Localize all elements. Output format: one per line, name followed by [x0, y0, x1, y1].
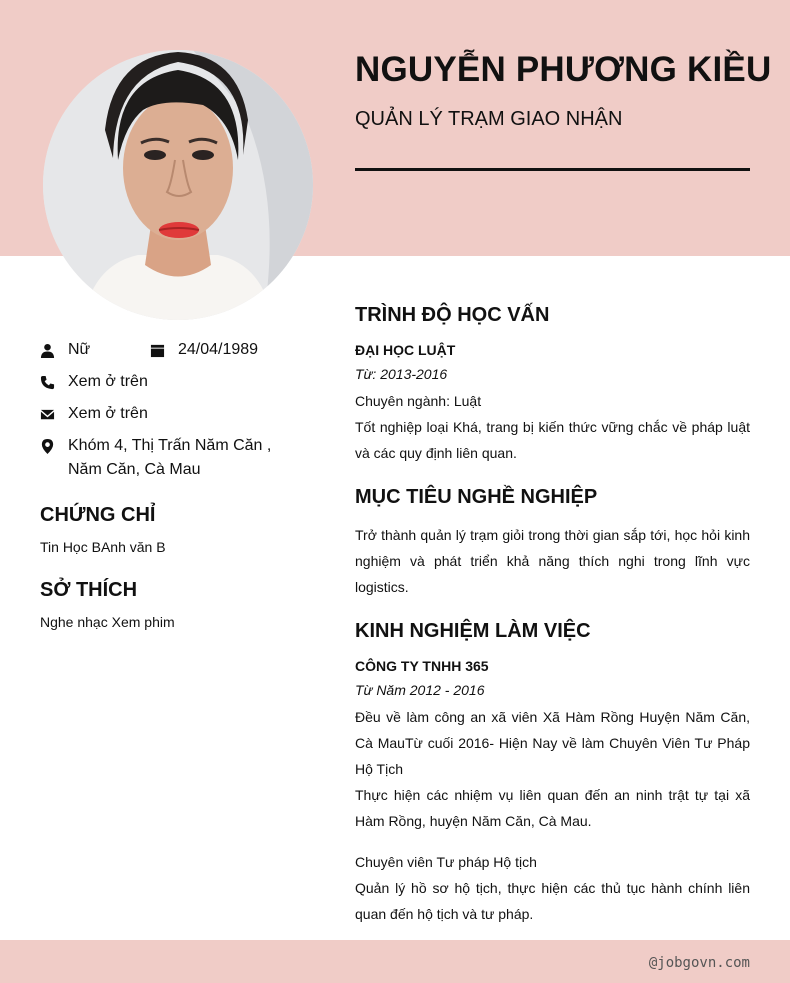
- experience-role2-duties: Quản lý hồ sơ hộ tịch, thực hiện các thủ tục hành chính liên quan đến hộ tịch và tư pháp.: [355, 880, 750, 922]
- profile-photo: [43, 50, 313, 320]
- objective-heading: MỤC TIÊU NGHỀ NGHIỆP: [355, 486, 598, 508]
- phone-row: [40, 370, 315, 394]
- envelope-icon: [40, 402, 68, 426]
- certificates-text: Tin Học BAnh văn B: [40, 539, 166, 555]
- education-major: Chuyên ngành: Luật: [355, 393, 482, 409]
- experience-duties: Thực hiện các nhiệm vụ liên quan đến an ninh trật tự tại xã Hàm Rồng, huyện Năm Căn, Cà Mau.: [355, 787, 750, 829]
- hobbies-heading: SỞ THÍCH: [40, 579, 138, 601]
- certificates-heading: CHỨNG CHỈ: [40, 504, 156, 526]
- phone-icon: [40, 370, 68, 394]
- education-school: ĐẠI HỌC LUẬT: [355, 342, 456, 358]
- objective-text: Trở thành quản lý trạm giỏi trong thời gian sắp tới, học hỏi kinh nghiệm và phát triển khả năng thích nghi trong lĩnh vực logistics.: [355, 527, 750, 595]
- education-description: Tốt nghiệp loại Khá, trang bị kiến thức vững chắc về pháp luật và các quy định liên quan.: [355, 419, 750, 461]
- candidate-name: NGUYỄN PHƯƠNG KIỀU: [355, 50, 772, 89]
- gender-birthdate-row: [40, 338, 315, 362]
- birthdate-value: 24/04/1989: [178, 341, 259, 358]
- user-icon: [40, 338, 68, 362]
- map-pin-icon: [40, 434, 68, 458]
- sidebar: [40, 338, 315, 632]
- address-row: [40, 434, 315, 482]
- experience-heading: KINH NGHIỆM LÀM VIỆC: [355, 620, 591, 642]
- phone-value: Xem ở trên: [68, 373, 148, 390]
- hobbies-text: Nghe nhạc Xem phim: [40, 614, 175, 630]
- experience-role2: Chuyên viên Tư pháp Hộ tịch: [355, 854, 537, 870]
- address-value: Khóm 4, Thị Trấn Năm Căn , Năm Căn, Cà Mau: [68, 437, 272, 478]
- gender-value: Nữ: [68, 341, 91, 358]
- experience-company: CÔNG TY TNHH 365: [355, 658, 489, 674]
- experience-description: Đều về làm công an xã viên Xã Hàm Rồng Huyện Năm Căn, Cà MauTừ cuối 2016- Hiện Nay về làm Chuyên Viên Tư Pháp Hộ Tịch: [355, 709, 750, 777]
- experience-period: Từ Năm 2012 - 2016: [355, 682, 485, 698]
- email-row: [40, 402, 315, 426]
- candidate-title: QUẢN LÝ TRẠM GIAO NHẬN: [355, 108, 623, 130]
- footer-watermark: @jobgovn.com: [648, 955, 750, 971]
- calendar-icon: [150, 338, 178, 362]
- title-divider: [355, 168, 750, 171]
- email-value: Xem ở trên: [68, 405, 148, 422]
- education-period: Từ: 2013-2016: [355, 366, 448, 382]
- main-content: [355, 300, 750, 927]
- education-heading: TRÌNH ĐỘ HỌC VẤN: [355, 304, 550, 326]
